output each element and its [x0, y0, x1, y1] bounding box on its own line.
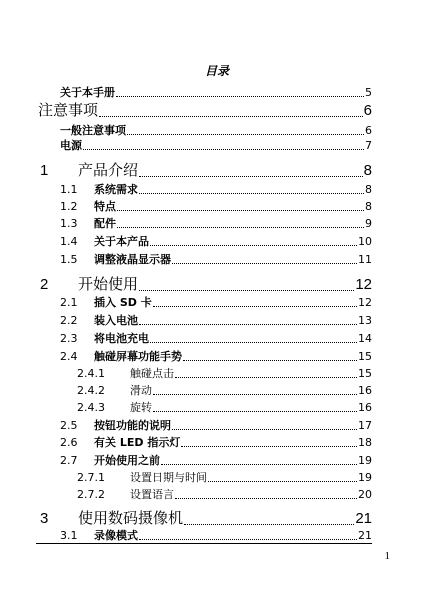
toc-entry-label: 关于本手册 — [60, 86, 115, 99]
toc-dot-leader — [153, 411, 357, 412]
toc-entry-page: 21 — [358, 529, 372, 542]
toc-dot-leader — [150, 342, 357, 343]
toc-dot-leader — [83, 149, 364, 150]
toc-entry-label: 调整液晶显示器 — [94, 253, 171, 266]
toc-dot-leader — [175, 377, 357, 378]
toc-entry-number: 2.7.1 — [77, 471, 105, 484]
toc-dot-leader — [208, 481, 357, 482]
toc-entry-label: 插入 SD 卡 — [94, 296, 152, 309]
toc-entry-page: 15 — [358, 367, 372, 380]
toc-title: 目录 — [204, 64, 229, 78]
toc-entry-number: 2.3 — [60, 332, 78, 345]
toc-entry[interactable] — [40, 159, 372, 180]
toc-entry-label: 装入电池 — [94, 314, 138, 327]
toc-dot-leader — [161, 464, 357, 465]
toc-entry-label: 使用数码摄像机 — [78, 509, 184, 527]
toc-dot-leader — [175, 498, 357, 499]
toc-entry[interactable] — [77, 365, 372, 381]
toc-entry-page: 19 — [358, 454, 372, 467]
toc-entry-page: 8 — [363, 162, 372, 179]
toc-entry-number: 3.1 — [60, 529, 78, 542]
toc-dot-leader — [172, 429, 357, 430]
toc-entry[interactable] — [77, 486, 372, 502]
toc-entry-number: 1.3 — [60, 217, 78, 230]
toc-entry[interactable] — [40, 507, 372, 528]
toc-dot-leader — [117, 227, 364, 228]
toc-entry-page: 16 — [358, 401, 372, 414]
toc-entry-number: 1.5 — [60, 253, 78, 266]
toc-entry[interactable] — [60, 452, 372, 468]
toc-entry-label: 特点 — [94, 200, 116, 213]
toc-entry-page: 8 — [365, 183, 372, 196]
toc-dot-leader — [139, 193, 364, 194]
toc-dot-leader — [184, 524, 354, 525]
toc-entry-page: 6 — [363, 102, 372, 119]
toc-entry-page: 17 — [358, 419, 372, 432]
toc-entry-label: 配件 — [94, 217, 116, 230]
toc-entry[interactable] — [60, 181, 372, 197]
toc-entry-page: 20 — [358, 488, 372, 501]
toc-dot-leader — [139, 324, 357, 325]
toc-entry-label: 触碰点击 — [130, 367, 174, 380]
toc-entry-label: 录像模式 — [94, 529, 138, 542]
toc-entry-number: 3 — [40, 510, 49, 527]
toc-dot-leader — [139, 176, 363, 177]
toc-entry-label: 一般注意事项 — [60, 124, 126, 137]
toc-entry-label: 开始使用之前 — [94, 454, 160, 467]
toc-entry[interactable] — [38, 99, 372, 120]
toc-entry-label: 按钮功能的说明 — [94, 419, 171, 432]
toc-entry-number: 2.2 — [60, 314, 78, 327]
toc-entry-page: 21 — [355, 510, 372, 527]
page-number: 1 — [384, 550, 390, 562]
toc-entry-label: 产品介绍 — [78, 161, 139, 179]
toc-entry-page: 16 — [358, 384, 372, 397]
toc-entry-label: 将电池充电 — [94, 332, 149, 345]
toc-entry-label: 关于本产品 — [94, 235, 149, 248]
toc-entry[interactable] — [60, 348, 372, 364]
toc-entry-number: 2 — [40, 276, 49, 293]
toc-dot-leader — [117, 210, 364, 211]
toc-entry-label: 设置日期与时间 — [130, 471, 207, 484]
toc-entry-label: 触碰屏幕功能手势 — [94, 350, 182, 363]
toc-dot-leader — [183, 360, 357, 361]
toc-entry[interactable] — [77, 382, 372, 398]
toc-entry[interactable] — [60, 215, 372, 231]
toc-entry[interactable] — [60, 417, 372, 433]
toc-entry[interactable] — [60, 330, 372, 346]
footer-rule — [36, 543, 372, 544]
toc-dot-leader — [99, 116, 363, 117]
toc-entry-label: 开始使用 — [78, 275, 139, 293]
toc-entry-number: 2.7 — [60, 454, 78, 467]
toc-entry[interactable] — [60, 527, 372, 543]
toc-entry[interactable] — [60, 198, 372, 214]
toc-entry[interactable] — [60, 294, 372, 310]
toc-entry[interactable] — [60, 84, 372, 100]
toc-entry-number: 2.6 — [60, 436, 78, 449]
toc-entry-label: 旋转 — [130, 401, 152, 414]
toc-entry-page: 8 — [365, 200, 372, 213]
toc-entry-number: 1.2 — [60, 200, 78, 213]
toc-entry[interactable] — [60, 434, 372, 450]
toc-entry-label: 系统需求 — [94, 183, 138, 196]
toc-entry-number: 2.4 — [60, 350, 78, 363]
toc-entry-number: 1.4 — [60, 235, 78, 248]
toc-entry-label: 注意事项 — [38, 101, 99, 119]
toc-entry[interactable] — [60, 137, 372, 153]
toc-entry-number: 2.1 — [60, 296, 78, 309]
toc-dot-leader — [153, 306, 357, 307]
toc-dot-leader — [181, 446, 357, 447]
toc-entry[interactable] — [77, 399, 372, 415]
toc-entry-page: 9 — [365, 217, 372, 230]
toc-dot-leader — [150, 245, 357, 246]
toc-entry-number: 2.7.2 — [77, 488, 105, 501]
toc-dot-leader — [116, 96, 364, 97]
toc-entry-label: 设置语言 — [130, 488, 174, 501]
toc-entry-page: 19 — [358, 471, 372, 484]
toc-entry[interactable] — [60, 233, 372, 249]
toc-entry-page: 11 — [358, 253, 372, 266]
toc-entry-page: 5 — [365, 86, 372, 99]
toc-dot-leader — [139, 290, 354, 291]
toc-entry-number: 2.4.2 — [77, 384, 105, 397]
toc-dot-leader — [127, 134, 364, 135]
toc-entry[interactable] — [60, 312, 372, 328]
toc-entry-page: 12 — [358, 296, 372, 309]
toc-entry-number: 2.4.1 — [77, 367, 105, 380]
toc-dot-leader — [139, 539, 357, 540]
toc-entry-page: 15 — [358, 350, 372, 363]
toc-entry-page: 18 — [358, 436, 372, 449]
toc-entry-number: 2.5 — [60, 419, 78, 432]
toc-entry-number: 2.4.3 — [77, 401, 105, 414]
toc-entry-label: 电源 — [60, 139, 82, 152]
toc-entry-label: 滑动 — [130, 384, 152, 397]
toc-entry[interactable] — [77, 469, 372, 485]
toc-entry-number: 1.1 — [60, 183, 78, 196]
toc-entry[interactable] — [60, 251, 372, 267]
toc-entry-page: 13 — [358, 314, 372, 327]
toc-entry-page: 7 — [365, 139, 372, 152]
toc-dot-leader — [153, 394, 357, 395]
toc-entry[interactable] — [40, 273, 372, 294]
toc-entry-page: 10 — [358, 235, 372, 248]
toc-entry[interactable] — [60, 122, 372, 138]
toc-entry-label: 有关 LED 指示灯 — [94, 436, 181, 449]
toc-entry-page: 12 — [355, 276, 372, 293]
toc-entry-number: 1 — [40, 162, 49, 179]
toc-entry-page: 6 — [365, 124, 372, 137]
toc-entry-page: 14 — [358, 332, 372, 345]
toc-dot-leader — [172, 263, 357, 264]
